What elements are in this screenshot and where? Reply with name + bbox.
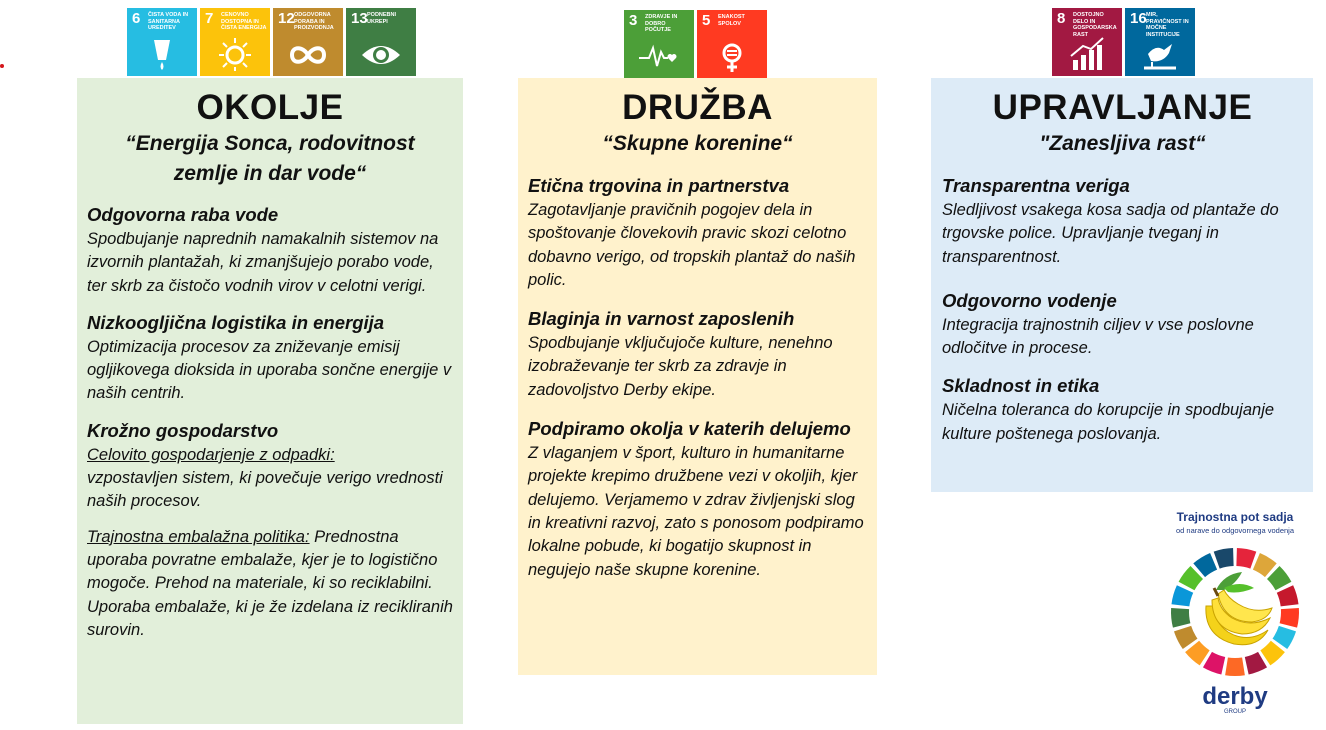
druzba-section3-body: Z vlaganjem v šport, kulturo in humanitarne projekte krepimo družbene vezi v okoljih, kjer delujemo. Verjamemo v zdrav življenjski slog in kreativni razvoj, zato s ponosom podpiramo lokalne pobude, ki bogatijo skupnost in negujejo naše skupne korenine. — [528, 444, 864, 579]
group-wordmark: GROUP — [1223, 709, 1247, 714]
packaging-policy-text: Prednostna uporaba povratne embalaže, kjer je to logistično mogoče. Prehod na materiale, ki so reciklabilni. Uporaba embalaže, ki je že izdelana iz recikliranih surovin. — [87, 527, 453, 639]
wheel-segment — [1171, 608, 1190, 628]
druzba-motto: “Skupne korenine“ — [602, 132, 793, 155]
wheel-segment — [1225, 657, 1245, 676]
druzba-section1-title: Etična trgovina in partnerstva — [528, 175, 790, 196]
druzba-title: DRUŽBA — [622, 88, 773, 127]
sdg-icons-druzba — [624, 10, 767, 78]
okolje-section1-title: Odgovorna raba vode — [87, 204, 279, 225]
wheel-segment — [1236, 548, 1256, 569]
sun-icon — [215, 36, 255, 72]
upravljanje-section2-title: Odgovorno vodenje — [942, 289, 1117, 311]
sdg-number: 8 — [1057, 10, 1066, 27]
sdg-3-tile — [624, 10, 694, 78]
druzba-section1-body: Zagotavljanje pravičnih pogojev dela in spoštovanje človekovih pravic skozi celotno dobavno verigo, od tropskih plantaž do naših polic. — [528, 201, 856, 289]
sdg-12-tile — [273, 8, 343, 76]
sdg-16-tile — [1125, 8, 1195, 76]
druzba-section3-title: Podpiramo okolja v katerih delujemo — [528, 418, 851, 440]
sdg-label: ENAKOST SPOLOV — [718, 14, 745, 27]
okolje-section3-sub1 — [87, 444, 453, 467]
upravljanje-section3-body: Ničelna toleranca do korupcije in spodbujanje kulture poštenega poslovanja. — [942, 401, 1275, 443]
sdg-label: ZDRAVJE IN DOBRO POČUTJE — [645, 14, 678, 33]
sdg-number: 3 — [629, 12, 638, 29]
sdg-number: 6 — [132, 10, 141, 27]
druzba-panel — [518, 78, 877, 675]
heartbeat-icon — [639, 38, 679, 74]
sdg-icons-upravljanje — [1052, 8, 1195, 76]
sdg-icons-okolje — [127, 8, 416, 76]
gender-icon — [712, 38, 752, 74]
sdg-number: 5 — [702, 12, 711, 29]
okolje-section2-body: Optimizacija procesov za zniževanje emisij ogljikovega dioksida in uporaba sončne energije v naših centrih. — [87, 337, 452, 403]
sdg-number: 16 — [1130, 10, 1147, 27]
sdg-label: DOSTOJNO DELO IN GOSPODARSKA RAST — [1073, 12, 1117, 38]
okolje-section1-body: Spodbujanje naprednih namakalnih sistemov na izvornih plantažah, ki zmanjšujejo porabo vode, ter skrb za čistočo vodnih virov v celotni verigi. — [87, 230, 439, 295]
upravljanje-panel — [931, 78, 1313, 492]
druzba-section2-body: Spodbujanje vključujoče kulture, nenehno izobraževanje ter skrb za zdravje in zadovoljstvo Derby ekipe. — [528, 334, 833, 399]
growth-chart-icon — [1067, 36, 1107, 72]
sdg-label: ČISTA VODA IN SANITARNA UREDITEV — [148, 12, 189, 31]
banana-sdg-wheel-icon — [1166, 544, 1304, 714]
logo-title: Trajnostna pot sadja — [1176, 510, 1294, 524]
okolje-motto-line2: zemlje in dar vode“ — [173, 162, 367, 185]
sdg-7-tile — [200, 8, 270, 76]
upravljanje-title: UPRAVLJANJE — [992, 88, 1253, 127]
wheel-segment — [1214, 548, 1234, 569]
sdg-label: PODNEBNI UKREPI — [367, 12, 397, 25]
water-icon — [142, 36, 182, 72]
upravljanje-section1-body: Sledljivost vsakega kosa sadja od plantaže do trgovske police. Upravljanje tveganj in transparentnost. — [942, 201, 1279, 266]
sdg-number: 7 — [205, 10, 214, 27]
upravljanje-section2-body: Integracija trajnostnih ciljev v vse poslovne odločitve in procese. — [942, 315, 1254, 358]
upravljanje-section3-title: Skladnost in etika — [942, 375, 1100, 397]
okolje-motto-line1: “Energija Sonca, rodovitnost — [125, 132, 415, 155]
sdg-label: MIR, PRAVIČNOST IN MOČNE INSTITUCIJE — [1146, 12, 1189, 38]
sdg-label: ODGOVORNA PORABA IN PROIZVODNJA — [294, 12, 334, 31]
sdg-13-tile — [346, 8, 416, 76]
wheel-segment — [1277, 585, 1299, 606]
eye-globe-icon — [361, 36, 401, 72]
okolje-panel — [77, 78, 463, 724]
okolje-title: OKOLJE — [196, 88, 344, 127]
upravljanje-section1-title: Transparentna veriga — [942, 175, 1130, 196]
sdg-label: CENOVNO DOSTOPNA IN ČISTA ENERGIJA — [221, 12, 267, 31]
okolje-section3-packaging — [87, 526, 453, 642]
derby-sustainability-logo — [1160, 510, 1310, 720]
dove-icon — [1140, 36, 1180, 72]
sdg-5-tile — [697, 10, 767, 78]
sdg-number: 12 — [278, 10, 295, 27]
sdg-8-tile — [1052, 8, 1122, 76]
okolje-section3-body1: vzpostavljen sistem, ki povečuje verigo vrednosti naših procesov. — [87, 469, 443, 511]
okolje-section2-title: Nizkoogljična logistika in energija — [87, 311, 385, 333]
upravljanje-motto: "Zanesljiva rast“ — [1039, 132, 1206, 155]
okolje-motto — [87, 129, 453, 189]
red-dot-marker — [0, 64, 4, 68]
wheel-segment — [1280, 608, 1299, 628]
waste-management-heading: Celovito gospodarjenje z odpadki: — [87, 445, 335, 464]
infinity-icon — [288, 36, 328, 72]
sdg-6-tile — [127, 8, 197, 76]
derby-wordmark: derby — [1202, 683, 1268, 710]
packaging-policy-heading: Trajnostna embalažna politika: — [87, 527, 310, 546]
druzba-section2-title: Blaginja in varnost zaposlenih — [528, 308, 795, 330]
sdg-number: 13 — [351, 10, 368, 27]
okolje-section3-title: Krožno gospodarstvo — [87, 419, 279, 441]
logo-subtitle: od narave do odgovornega vodenja — [1175, 526, 1294, 535]
wheel-segment — [1171, 585, 1193, 606]
